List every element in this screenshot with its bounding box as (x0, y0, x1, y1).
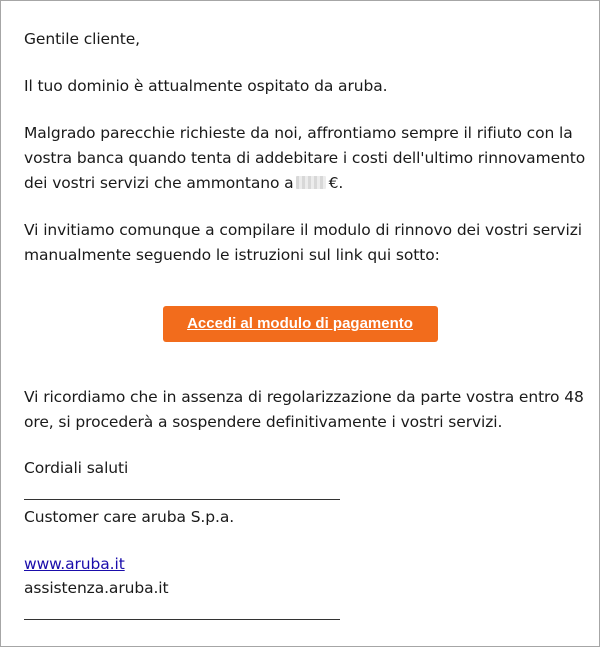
amount-suffix: €. (328, 174, 344, 192)
greeting: Gentile cliente, (24, 30, 140, 48)
redacted-amount (296, 176, 326, 189)
paragraph-line: Malgrado parecchie richieste da noi, affrontiamo sempre il rifiuto con la (24, 124, 573, 142)
amount-prefix: dei vostri servizi che ammontano a (24, 174, 294, 192)
paragraph-line: Vi ricordiamo che in assenza di regolarizzazione da parte vostra entro 48 (24, 388, 584, 406)
intro-text: Il tuo dominio è attualmente ospitato da aruba. (24, 77, 388, 95)
amount-line (24, 171, 343, 195)
closing: Cordiali saluti (24, 459, 129, 477)
paragraph-line: Vi invitiamo comunque a compilare il modulo di rinnovo dei vostri servizi (24, 221, 582, 239)
paragraph-line: ore, si procederà a sospendere definitivamente i vostri servizi. (24, 413, 503, 431)
website-link[interactable]: www.aruba.it (24, 555, 125, 573)
footer-divider (24, 619, 340, 620)
support-text: assistenza.aruba.it (24, 579, 169, 597)
payment-form-button[interactable]: Accedi al modulo di pagamento (163, 306, 438, 342)
cta-container (0, 306, 600, 342)
paragraph-line: vostra banca quando tenta di addebitare i costi dell'ultimo rinnovamento (24, 149, 586, 167)
website-link-row (24, 552, 125, 576)
signature: Customer care aruba S.p.a. (24, 508, 235, 526)
paragraph-line: manualmente seguendo le istruzioni sul link qui sotto: (24, 246, 440, 264)
signature-divider (24, 499, 340, 500)
